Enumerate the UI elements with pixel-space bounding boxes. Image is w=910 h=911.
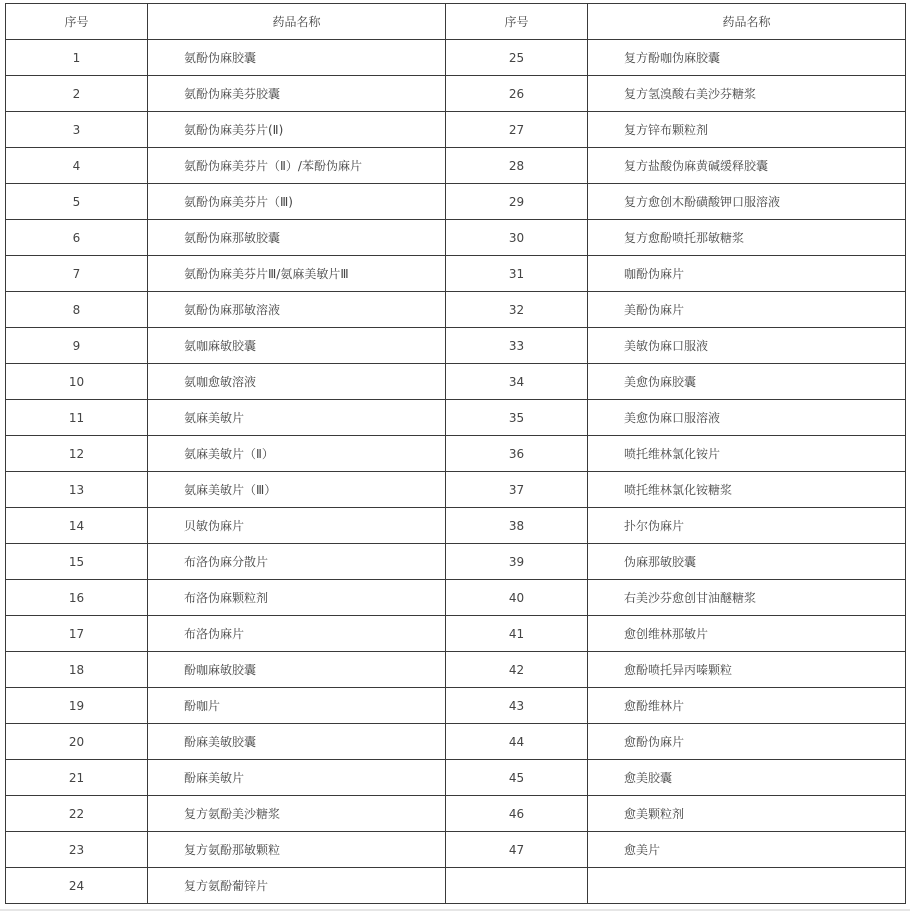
serial-number-left-cell: 22: [6, 796, 148, 832]
drug-name-right-cell: 美愈伪麻胶囊: [588, 364, 906, 400]
drug-name-left-cell: 氨麻美敏片: [148, 400, 446, 436]
drug-name-left-cell: 氨酚伪麻那敏胶囊: [148, 220, 446, 256]
drug-name-left-cell: 氨咖愈敏溶液: [148, 364, 446, 400]
serial-number-left-cell: 11: [6, 400, 148, 436]
drug-name-right-cell: 愈美胶囊: [588, 760, 906, 796]
drug-name-left-cell: 复方氨酚那敏颗粒: [148, 832, 446, 868]
table-row: [6, 508, 906, 544]
drug-name-right-cell: 右美沙芬愈创甘油醚糖浆: [588, 580, 906, 616]
drug-name-left-cell: 氨酚伪麻美芬片(Ⅱ): [148, 112, 446, 148]
drug-name-left-cell: 酚麻美敏胶囊: [148, 724, 446, 760]
serial-number-left-cell: 5: [6, 184, 148, 220]
header-drug-name-left: 药品名称: [148, 4, 446, 40]
drug-name-right-cell: 愈美片: [588, 832, 906, 868]
serial-number-left-cell: 10: [6, 364, 148, 400]
drug-name-left-cell: 氨酚伪麻美芬片Ⅲ/氨麻美敏片Ⅲ: [148, 256, 446, 292]
serial-number-left-cell: 17: [6, 616, 148, 652]
drug-name-right-cell: 复方锌布颗粒剂: [588, 112, 906, 148]
drug-list-table: [5, 3, 906, 904]
serial-number-right-cell: 38: [446, 508, 588, 544]
drug-name-left-cell: 复方氨酚美沙糖浆: [148, 796, 446, 832]
drug-name-right-cell: 美敏伪麻口服液: [588, 328, 906, 364]
drug-name-right-cell: 咖酚伪麻片: [588, 256, 906, 292]
table-row: [6, 436, 906, 472]
table-row: [6, 220, 906, 256]
serial-number-right-cell: 28: [446, 148, 588, 184]
drug-name-left-cell: 布洛伪麻颗粒剂: [148, 580, 446, 616]
serial-number-left-cell: 13: [6, 472, 148, 508]
serial-number-right-cell: 26: [446, 76, 588, 112]
table-row: [6, 184, 906, 220]
header-serial-number-right: 序号: [446, 4, 588, 40]
drug-name-left-cell: 氨麻美敏片（Ⅲ）: [148, 472, 446, 508]
drug-name-left-cell: 氨麻美敏片（Ⅱ）: [148, 436, 446, 472]
drug-name-right-cell: 愈酚伪麻片: [588, 724, 906, 760]
header-serial-number-left: 序号: [6, 4, 148, 40]
table-row: [6, 148, 906, 184]
table-row: [6, 256, 906, 292]
serial-number-right-cell: 36: [446, 436, 588, 472]
serial-number-right-cell: 27: [446, 112, 588, 148]
table-row: [6, 40, 906, 76]
drug-name-right-cell: 愈酚维林片: [588, 688, 906, 724]
serial-number-right-cell: 40: [446, 580, 588, 616]
table-row: [6, 292, 906, 328]
table-row: [6, 580, 906, 616]
drug-name-right-cell: 愈创维林那敏片: [588, 616, 906, 652]
table-row: [6, 688, 906, 724]
drug-name-right-cell: 愈酚喷托异丙嗪颗粒: [588, 652, 906, 688]
drug-name-right-cell: 复方酚咖伪麻胶囊: [588, 40, 906, 76]
serial-number-left-cell: 6: [6, 220, 148, 256]
serial-number-left-cell: 3: [6, 112, 148, 148]
drug-name-right-cell: [588, 868, 906, 904]
serial-number-right-cell: 37: [446, 472, 588, 508]
serial-number-right-cell: 44: [446, 724, 588, 760]
serial-number-left-cell: 16: [6, 580, 148, 616]
serial-number-left-cell: 9: [6, 328, 148, 364]
serial-number-left-cell: 20: [6, 724, 148, 760]
serial-number-right-cell: 32: [446, 292, 588, 328]
serial-number-left-cell: 15: [6, 544, 148, 580]
drug-name-right-cell: 伪麻那敏胶囊: [588, 544, 906, 580]
serial-number-right-cell: 25: [446, 40, 588, 76]
serial-number-right-cell: 31: [446, 256, 588, 292]
table-row: [6, 868, 906, 904]
drug-name-right-cell: 扑尔伪麻片: [588, 508, 906, 544]
serial-number-left-cell: 23: [6, 832, 148, 868]
serial-number-right-cell: 30: [446, 220, 588, 256]
drug-name-right-cell: 愈美颗粒剂: [588, 796, 906, 832]
serial-number-right-cell: 39: [446, 544, 588, 580]
table-row: [6, 724, 906, 760]
drug-name-left-cell: 布洛伪麻分散片: [148, 544, 446, 580]
serial-number-right-cell: 41: [446, 616, 588, 652]
serial-number-left-cell: 19: [6, 688, 148, 724]
drug-name-left-cell: 酚麻美敏片: [148, 760, 446, 796]
serial-number-right-cell: 35: [446, 400, 588, 436]
serial-number-left-cell: 14: [6, 508, 148, 544]
serial-number-right-cell: 42: [446, 652, 588, 688]
drug-name-left-cell: 氨酚伪麻美芬片（Ⅱ）/苯酚伪麻片: [148, 148, 446, 184]
table-row: [6, 472, 906, 508]
drug-name-left-cell: 氨酚伪麻美芬片（Ⅲ): [148, 184, 446, 220]
drug-name-left-cell: 酚咖片: [148, 688, 446, 724]
table-row: [6, 76, 906, 112]
serial-number-left-cell: 24: [6, 868, 148, 904]
table-row: [6, 796, 906, 832]
serial-number-left-cell: 7: [6, 256, 148, 292]
drug-name-left-cell: 贝敏伪麻片: [148, 508, 446, 544]
table-row: [6, 832, 906, 868]
drug-name-right-cell: 复方愈酚喷托那敏糖浆: [588, 220, 906, 256]
table-row: [6, 364, 906, 400]
drug-name-left-cell: 布洛伪麻片: [148, 616, 446, 652]
serial-number-right-cell: 47: [446, 832, 588, 868]
serial-number-left-cell: 1: [6, 40, 148, 76]
header-drug-name-right: 药品名称: [588, 4, 906, 40]
drug-name-left-cell: 氨酚伪麻美芬胶囊: [148, 76, 446, 112]
drug-name-left-cell: 氨酚伪麻那敏溶液: [148, 292, 446, 328]
table-row: [6, 616, 906, 652]
serial-number-right-cell: 33: [446, 328, 588, 364]
drug-name-right-cell: 复方盐酸伪麻黄碱缓释胶囊: [588, 148, 906, 184]
serial-number-left-cell: 2: [6, 76, 148, 112]
table-row: [6, 544, 906, 580]
serial-number-left-cell: 21: [6, 760, 148, 796]
serial-number-left-cell: 18: [6, 652, 148, 688]
table-row: [6, 652, 906, 688]
serial-number-left-cell: 4: [6, 148, 148, 184]
drug-name-left-cell: 氨酚伪麻胶囊: [148, 40, 446, 76]
table-row: [6, 760, 906, 796]
drug-name-right-cell: 喷托维林氯化铵糖浆: [588, 472, 906, 508]
drug-name-right-cell: 复方氢溴酸右美沙芬糖浆: [588, 76, 906, 112]
drug-name-right-cell: 美愈伪麻口服溶液: [588, 400, 906, 436]
table-row: [6, 328, 906, 364]
serial-number-right-cell: [446, 868, 588, 904]
serial-number-left-cell: 12: [6, 436, 148, 472]
drug-name-right-cell: 美酚伪麻片: [588, 292, 906, 328]
table-row: [6, 112, 906, 148]
serial-number-right-cell: 29: [446, 184, 588, 220]
serial-number-right-cell: 45: [446, 760, 588, 796]
drug-name-right-cell: 复方愈创木酚磺酸钾口服溶液: [588, 184, 906, 220]
table-header-row: [6, 4, 906, 40]
serial-number-right-cell: 46: [446, 796, 588, 832]
drug-name-right-cell: 喷托维林氯化铵片: [588, 436, 906, 472]
serial-number-left-cell: 8: [6, 292, 148, 328]
drug-name-left-cell: 酚咖麻敏胶囊: [148, 652, 446, 688]
drug-name-left-cell: 复方氨酚葡锌片: [148, 868, 446, 904]
drug-name-left-cell: 氨咖麻敏胶囊: [148, 328, 446, 364]
serial-number-right-cell: 34: [446, 364, 588, 400]
table-row: [6, 400, 906, 436]
serial-number-right-cell: 43: [446, 688, 588, 724]
